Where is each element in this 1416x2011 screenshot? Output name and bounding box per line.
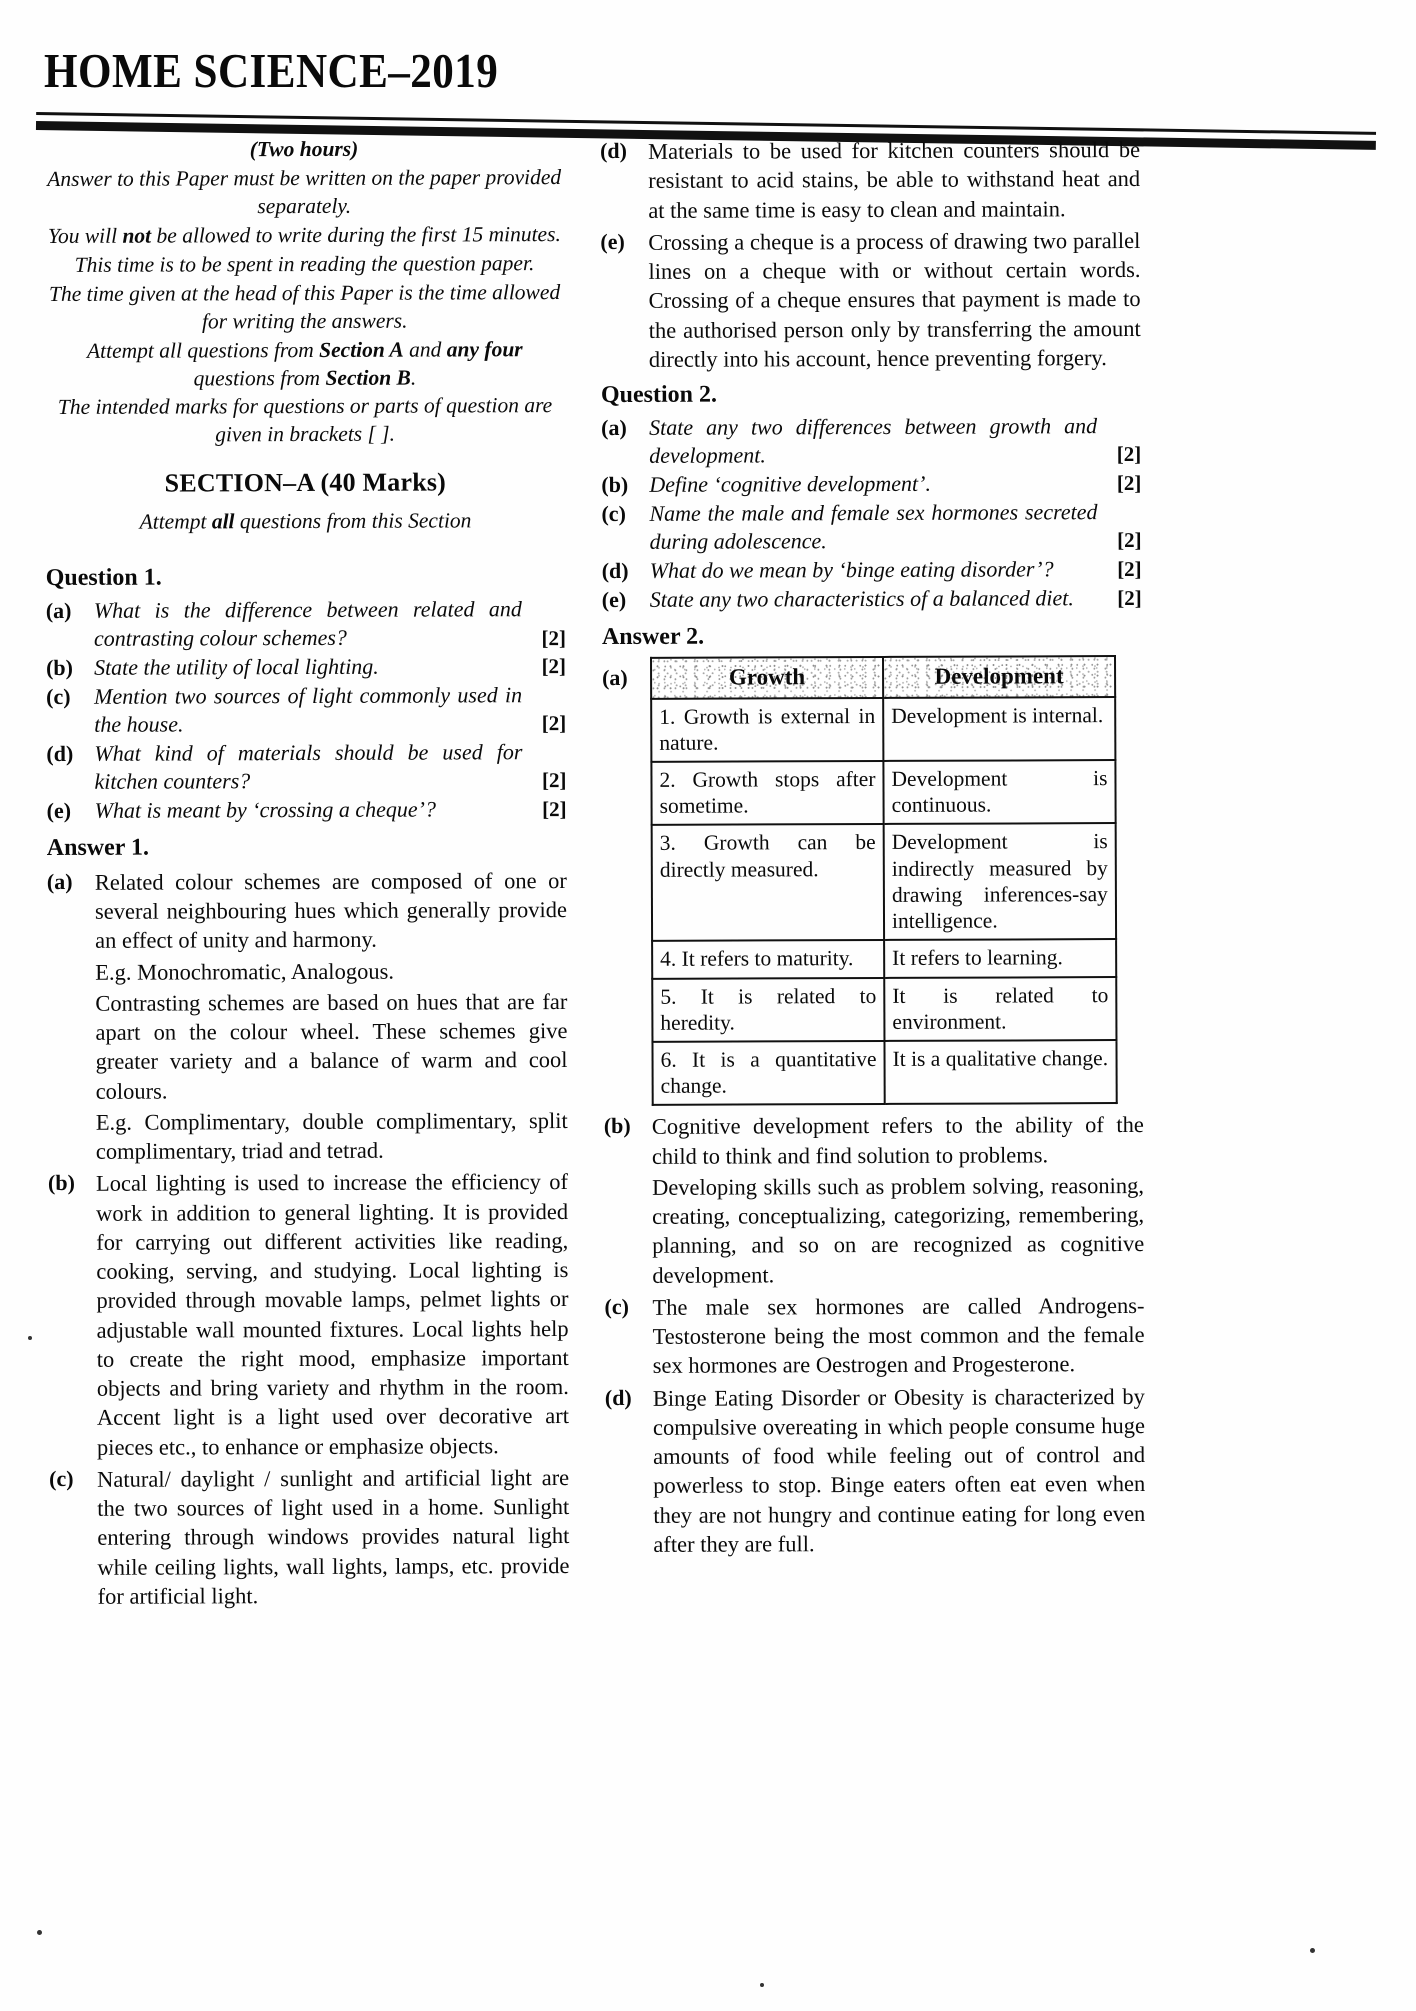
instruction-line-3: The time given at the head of this Paper is the time allowed for writing the answers.: [48, 279, 561, 334]
item-marks: [2]: [541, 711, 567, 736]
question-2-item-d: [602, 555, 1142, 585]
answer-1-item-e: [600, 226, 1141, 376]
paragraph: Local lighting is used to increase the efficiency of work in addition to general lighting. It is provided for carrying out different activities like reading, cooking, serving, and studying. Local lighting is provided through movable lamps, pelmet lights or adjustable wall mounted fixtures. Local lights help to create the right mood, emphasize important objects and bring variety and rhythm in the room. Accent light is a light used over decorative art pieces etc., to enhance or emphasize objects.: [95, 1169, 569, 1460]
item-label: (a): [46, 868, 73, 894]
answer-1-item-c: [49, 1463, 570, 1613]
table-body: [651, 697, 1117, 1106]
item-text: What is meant by ‘crossing a cheque’?: [94, 796, 436, 823]
table-row: [652, 1040, 1116, 1105]
question-1-item-d: [46, 738, 566, 796]
scan-speck: [1310, 1948, 1315, 1953]
cell-growth: 2. Growth stops after sometime.: [651, 761, 883, 825]
right-column: [600, 135, 1145, 1562]
instruction-line-0: Answer to this Paper must be written on the paper provided separately.: [47, 164, 562, 219]
item-text: [97, 1463, 570, 1613]
instructions-block: [44, 135, 565, 450]
item-marks: [2]: [1117, 527, 1142, 553]
item-label: (d): [600, 137, 627, 164]
cell-growth: 5. It is related to heredity.: [652, 978, 884, 1042]
item-text: What kind of materials should be used for kitchen counters?: [94, 739, 523, 794]
item-text: [653, 1382, 1146, 1561]
paragraph: Binge Eating Disorder or Obesity is characterized by compulsive overeating in which people consume huge amounts of food while feeling out of control and powerless to stop. Binge eaters often eat even when they are not hungry and continue eating for long even after they are full.: [652, 1383, 1146, 1557]
table-row: [651, 697, 1115, 762]
cell-development: It is a qualitative change.: [884, 1040, 1116, 1104]
section-a-subheading: Attempt all questions from this Section: [139, 508, 472, 534]
item-marks: [2]: [541, 625, 566, 650]
table-row: [652, 977, 1116, 1042]
question-1-heading: Question 1.: [45, 564, 162, 592]
question-2-item-c: [601, 498, 1141, 556]
paragraph: E.g. Complimentary, double complimentary, split complimentary, triad and tetrad.: [95, 1107, 568, 1164]
paragraph: Natural/ daylight / sunlight and artificial light are the two sources of light used in a home. Sunlight entering through windows provides natural light while ceiling lights, wall lights, lamps, etc. provide for artificial light.: [97, 1464, 570, 1609]
item-text: State any two characteristics of a balanced diet.: [649, 584, 1074, 612]
item-label: (a): [601, 414, 627, 441]
question-1-item-e: [47, 795, 567, 825]
instruction-line-5: The intended marks for questions or parts of question are given in brackets [ ].: [57, 393, 553, 447]
item-text: State any two differences between growth and development.: [649, 413, 1098, 468]
item-text: [652, 1110, 1145, 1291]
question-2-item-e: [602, 584, 1142, 614]
item-marks: [2]: [1116, 471, 1142, 496]
table-head: [651, 656, 1115, 699]
answer-2-item-a: [602, 655, 1144, 1107]
instruction-duration: (Two hours): [249, 136, 359, 162]
item-label: (d): [601, 557, 629, 583]
item-marks: [2]: [1117, 556, 1142, 582]
item-label: (c): [604, 1293, 629, 1319]
answer-1-heading: Answer 1.: [46, 834, 150, 861]
paragraph: Contrasting schemes are based on hues that are far apart on the colour wheel. These schemes give greater variety and a balance of warm and cool colours.: [95, 988, 568, 1104]
item-label: (b): [601, 471, 629, 497]
item-marks: [2]: [541, 654, 567, 679]
cell-growth: 1. Growth is external in nature.: [651, 698, 883, 762]
scan-speck: [37, 1930, 42, 1935]
paragraph: Cognitive development refers to the ability of the child to think and find solution to problems.: [651, 1112, 1144, 1169]
page-title-wrap: [44, 43, 1374, 98]
cell-development: It refers to learning.: [884, 939, 1116, 977]
item-label: (e): [601, 586, 627, 612]
table-header-row: [651, 656, 1115, 699]
cell-development: Development is indirectly measured by drawing inferences-say intelligence.: [884, 824, 1116, 941]
item-label: (e): [600, 228, 625, 254]
question-1-item-b: [46, 652, 566, 682]
answer-2-item-d: [605, 1382, 1146, 1562]
item-text: [648, 226, 1141, 376]
instruction-line-2: This time is to be spent in reading the question paper.: [74, 250, 535, 277]
cell-growth: 3. Growth can be directly measured.: [652, 824, 884, 941]
item-label: (c): [601, 500, 626, 526]
item-label: (c): [46, 684, 71, 710]
scan-speck: [760, 1983, 764, 1987]
paragraph: The male sex hormones are called Androgens-Testosterone being the most common and the female sex hormones are Oestrogen and Progesterone.: [652, 1292, 1145, 1379]
table-row: [652, 939, 1116, 978]
paragraph: Developing skills such as problem solving, reasoning, creating, conceptualizing, categorizing, remembering, planning, and so on are recognized as cognitive development.: [651, 1172, 1145, 1288]
item-text: Name the male and female sex hormones secreted during adolescence.: [649, 498, 1098, 554]
item-text: Define ‘cognitive development’.: [649, 470, 931, 497]
question-2-item-a: [601, 412, 1141, 470]
scan-speck: [28, 1336, 32, 1340]
item-label: (d): [604, 1384, 632, 1410]
item-label: (b): [47, 1170, 75, 1196]
column-header-development: Development: [883, 656, 1115, 698]
answer-2-heading: Answer 2.: [601, 623, 705, 650]
item-label: (c): [49, 1465, 74, 1491]
answer-1-item-a: [47, 866, 568, 1168]
item-text: [652, 1291, 1144, 1383]
item-marks: [2]: [542, 797, 567, 822]
paragraph: Related colour schemes are composed of one or several neighbouring hues which generally provide an effect of unity and harmony.: [94, 867, 568, 954]
item-label: (b): [603, 1113, 631, 1139]
item-marks: [2]: [541, 768, 567, 793]
cell-development: Development is internal.: [883, 697, 1115, 761]
paragraph: Materials to be used for kitchen counters should be resistant to acid stains, be able to withstand heat and at the same time is easy to clean and maintain.: [648, 136, 1141, 223]
table-row: [651, 760, 1115, 825]
page-title: HOME SCIENCE–2019: [44, 43, 499, 98]
section-a-heading: SECTION–A (40 Marks): [164, 467, 447, 498]
question-1-item-c: [46, 681, 566, 739]
cell-growth: 6. It is a quantitative change.: [652, 1041, 884, 1105]
item-text: [96, 1167, 569, 1463]
question-2-heading: Question 2.: [600, 381, 718, 409]
question-2-item-b: [601, 469, 1141, 499]
answer-2-item-b: [604, 1110, 1145, 1292]
cell-growth: 4. It refers to maturity.: [652, 940, 884, 978]
question-1-item-a: [46, 595, 566, 653]
item-label: (d): [46, 740, 74, 766]
item-text: [648, 135, 1140, 227]
cell-development: Development is continuous.: [883, 760, 1115, 824]
item-text: What do we mean by ‘binge eating disorder’?: [649, 555, 1054, 583]
answer-1-item-b: [48, 1167, 569, 1463]
cell-development: It is related to environment.: [884, 977, 1116, 1041]
item-label: (b): [45, 655, 73, 681]
item-text: State the utility of local lighting.: [93, 653, 379, 680]
instruction-line-1: You will not be allowed to write during the first 15 minutes.: [47, 221, 561, 248]
instruction-line-4: Attempt all questions from Section A and any four questions from Section B.: [86, 336, 523, 390]
item-marks: [2]: [1116, 442, 1142, 467]
paragraph: Crossing a cheque is a process of drawing two parallel lines on a cheque with or without certain words. Crossing of a cheque ensures that payment is made to the authorised person only by transferring the amount directly into his account, hence preventing forgery.: [648, 227, 1141, 372]
item-label: (a): [45, 598, 72, 624]
item-text: What is the difference between related and contrasting colour schemes?: [93, 596, 522, 652]
left-column: [44, 135, 570, 1614]
item-marks: [2]: [1117, 585, 1142, 610]
paragraph: E.g. Monochromatic, Analogous.: [95, 958, 394, 985]
answer-2-item-c: [604, 1291, 1144, 1383]
answer-1-item-d: [600, 135, 1140, 227]
item-label: (a): [602, 664, 628, 690]
item-label: (e): [46, 797, 72, 823]
table-row: [652, 824, 1116, 942]
item-text: [95, 866, 568, 1168]
growth-development-comparison-table: [650, 655, 1118, 1107]
column-header-growth: Growth: [651, 657, 883, 699]
item-text: Mention two sources of light commonly used in the house.: [94, 682, 523, 737]
